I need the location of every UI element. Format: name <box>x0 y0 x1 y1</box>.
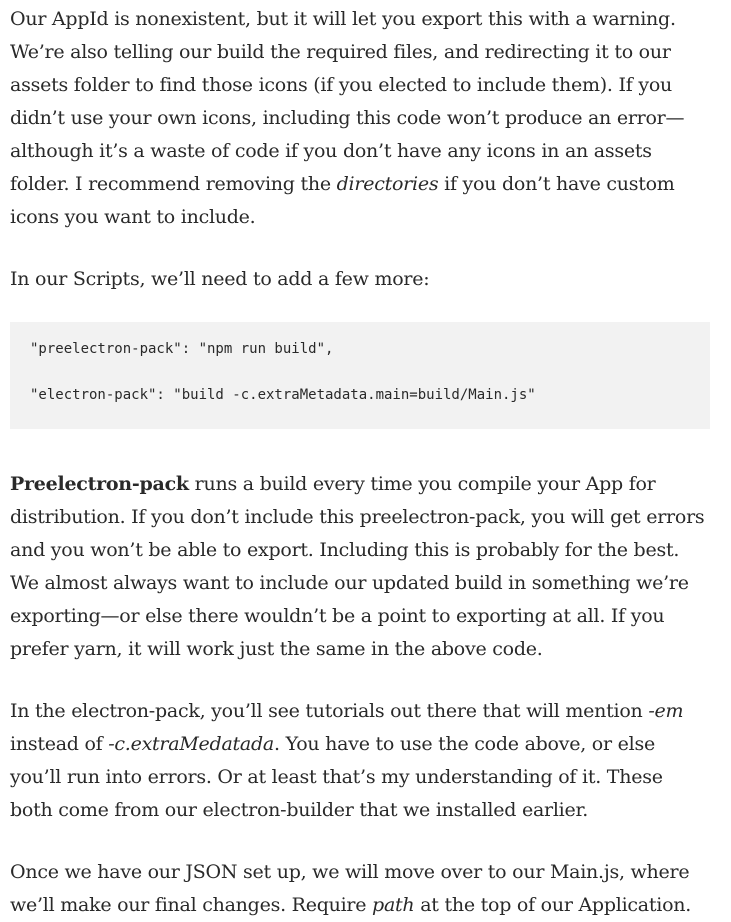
paragraph-main-js-text-end: at the top of our Application. <box>414 894 692 916</box>
paragraph-preelectron <box>10 468 710 666</box>
paragraph-electron-pack <box>10 695 710 827</box>
paragraph-main-js-italic: path <box>372 894 415 916</box>
paragraph-electron-pack-text: In the electron-pack, you’ll see tutorials out there that will mention <box>10 700 649 722</box>
paragraph-electron-pack-italic-em: -em <box>648 700 684 722</box>
paragraph-electron-pack-text-middle: instead of <box>10 733 109 755</box>
paragraph-preelectron-bold: Preelectron-pack <box>10 473 189 495</box>
paragraph-appid-text-end: if you don’t have custom icons you want to include. <box>10 173 675 228</box>
paragraph-scripts-text: In our Scripts, we’ll need to add a few more: <box>10 268 430 290</box>
paragraph-appid <box>10 3 710 234</box>
code-line-preelectron: "preelectron-pack": "npm run build", <box>30 341 334 357</box>
code-line-electron-pack: "electron-pack": "build -c.extraMetadata.main=build/Main.js" <box>30 387 536 403</box>
paragraph-main-js <box>10 856 710 922</box>
paragraph-main-js-text: Once we have our JSON set up, we will move over to our Main.js, where we’ll make our final changes. Require <box>10 861 690 916</box>
paragraph-appid-italic: directories <box>336 173 439 195</box>
code-line-gap <box>30 361 690 384</box>
paragraph-electron-pack-text-end: . You have to use the code above, or else you’ll run into errors. Or at least that’s my understanding of it. These both come from our electron-builder that we installed earlier. <box>10 733 663 821</box>
paragraph-electron-pack-italic-extra: -c.extraMedatada <box>108 733 274 755</box>
code-block <box>10 322 710 429</box>
paragraph-preelectron-text: runs a build every time you compile your App for distribution. If you don’t include this preelectron-pack, you will get errors and you won’t be able to export. Including this is probably for the best. We almost always want to include our updated build in something we’re exporting—or else there wouldn’t be a point to exporting at all. If you prefer yarn, it will work just the same in the above code. <box>10 473 705 660</box>
paragraph-appid-text: Our AppId is nonexistent, but it will let you export this with a warning. We’re also telling our build the required files, and redirecting it to our assets folder to find those icons (if you elected to include them). If you didn’t use your own icons, including this code won’t produce an error—although it’s a waste of code if you don’t have any icons in an assets folder. I recommend removing the <box>10 8 685 195</box>
paragraph-scripts <box>10 263 710 296</box>
article-body <box>10 3 710 922</box>
